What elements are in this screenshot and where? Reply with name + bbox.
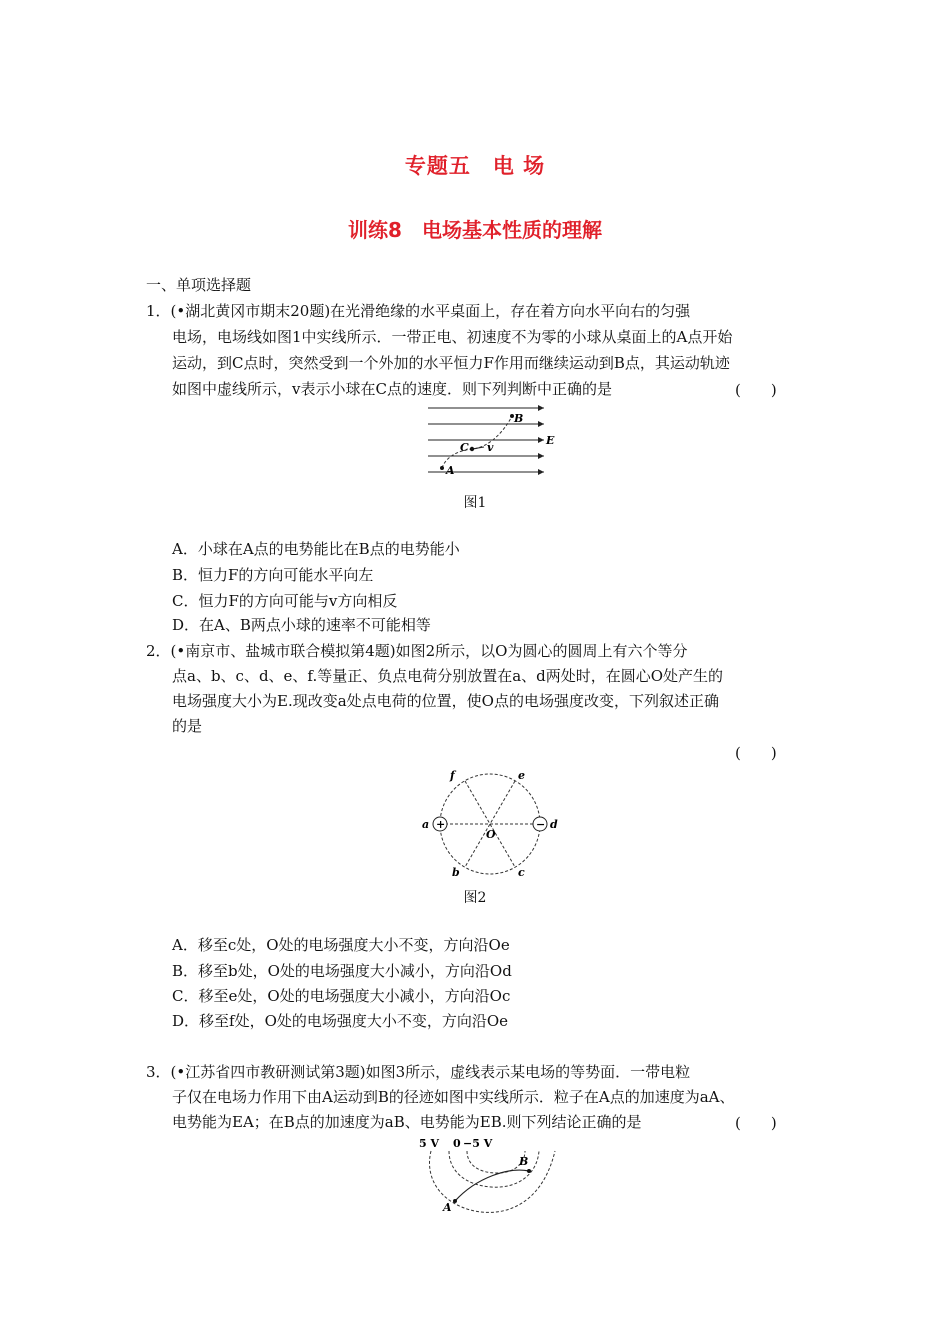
q2-option: A．移至c处，O处的电场强度大小不变，方向沿Oe [172, 936, 510, 954]
plus-sign: + [436, 818, 446, 831]
section-title: 训练8 电场基本性质的理解 [348, 218, 602, 242]
q1-option: A．小球在A点的电势能比在B点的电势能小 [172, 540, 460, 558]
label-a: a [422, 818, 430, 831]
label-O: O [486, 828, 496, 841]
q2-answer-bracket: ( ) [735, 744, 777, 762]
particle-path [455, 1170, 529, 1201]
label-A: A [443, 1201, 452, 1214]
label-v: v [487, 441, 494, 454]
q2-option: C．移至e处，O处的电场强度大小减小，方向沿Oc [172, 987, 511, 1005]
q2-option: D．移至f处，O处的电场强度大小不变，方向沿Oe [172, 1012, 509, 1030]
label-b: b [452, 866, 460, 879]
point-A [453, 1199, 457, 1203]
q2-line: 的是 [172, 717, 203, 735]
label-d: d [550, 818, 558, 831]
label-B: B [514, 412, 524, 425]
label-f: f [450, 769, 455, 782]
chapter-title: 专题五 电 场 [404, 154, 546, 178]
figure-1-caption: 图1 [463, 495, 487, 511]
q2-option: B．移至b处，O处的电场强度大小减小，方向沿Od [172, 962, 512, 980]
figure-2 [420, 768, 570, 880]
point-B [527, 1169, 531, 1173]
q3-line: 子仅在电场力作用下由A运动到B的径迹如图中实线所示．粒子在A点的加速度为aA、 [172, 1088, 735, 1106]
figure-2-caption: 图2 [463, 890, 487, 906]
label-e: e [518, 769, 525, 782]
q2-line: 电场强度大小为E.现改变a处点电荷的位置，使O点的电场强度改变，下列叙述正确 [172, 692, 719, 710]
label-neg5v: −5 V [463, 1137, 493, 1150]
label-A: A [446, 464, 455, 477]
q3-answer-bracket: ( ) [735, 1114, 777, 1132]
q1-line: 1．(•湖北黄冈市期末20题)在光滑绝缘的水平桌面上，存在着方向水平向右的匀强 [146, 302, 691, 320]
label-0v: 0 [453, 1137, 461, 1150]
section-label: 一、单项选择题 [146, 276, 252, 294]
label-B: B [519, 1155, 529, 1168]
minus-sign: − [536, 818, 546, 831]
q3-line: 3．(•江苏省四市教研测试第3题)如图3所示，虚线表示某电场的等势面．一带电粒 [146, 1063, 691, 1081]
figure-3 [415, 1135, 565, 1220]
label-E: E [546, 434, 555, 447]
q1-line: 如图中虚线所示，v表示小球在C点的速度．则下列判断中正确的是 [172, 380, 612, 398]
label-C: C [460, 441, 469, 454]
q1-option: C．恒力F的方向可能与v方向相反 [172, 592, 398, 610]
q1-option: D．在A、B两点小球的速率不可能相等 [172, 616, 431, 634]
q1-answer-bracket: ( ) [735, 381, 777, 399]
q1-option: B．恒力F的方向可能水平向左 [172, 566, 374, 584]
label-5v: 5 V [419, 1137, 440, 1150]
figure-1 [420, 400, 560, 485]
q1-line: 电场，电场线如图1中实线所示．一带正电、初速度不为零的小球从桌面上的A点开始 [172, 328, 733, 346]
q3-line: 电势能为EA；在B点的加速度为aB、电势能为EB.则下列结论正确的是 [172, 1113, 642, 1131]
point-C [470, 447, 474, 451]
point-A [440, 466, 444, 470]
q2-line: 2．(•南京市、盐城市联合模拟第4题)如图2所示，以O为圆心的圆周上有六个等分 [146, 642, 688, 660]
label-c: c [518, 866, 525, 879]
q2-line: 点a、b、c、d、e、f.等量正、负点电荷分别放置在a、d两处时，在圆心O处产生的 [172, 667, 724, 685]
q1-line: 运动，到C点时，突然受到一个外加的水平恒力F作用而继续运动到B点，其运动轨迹 [172, 354, 730, 372]
